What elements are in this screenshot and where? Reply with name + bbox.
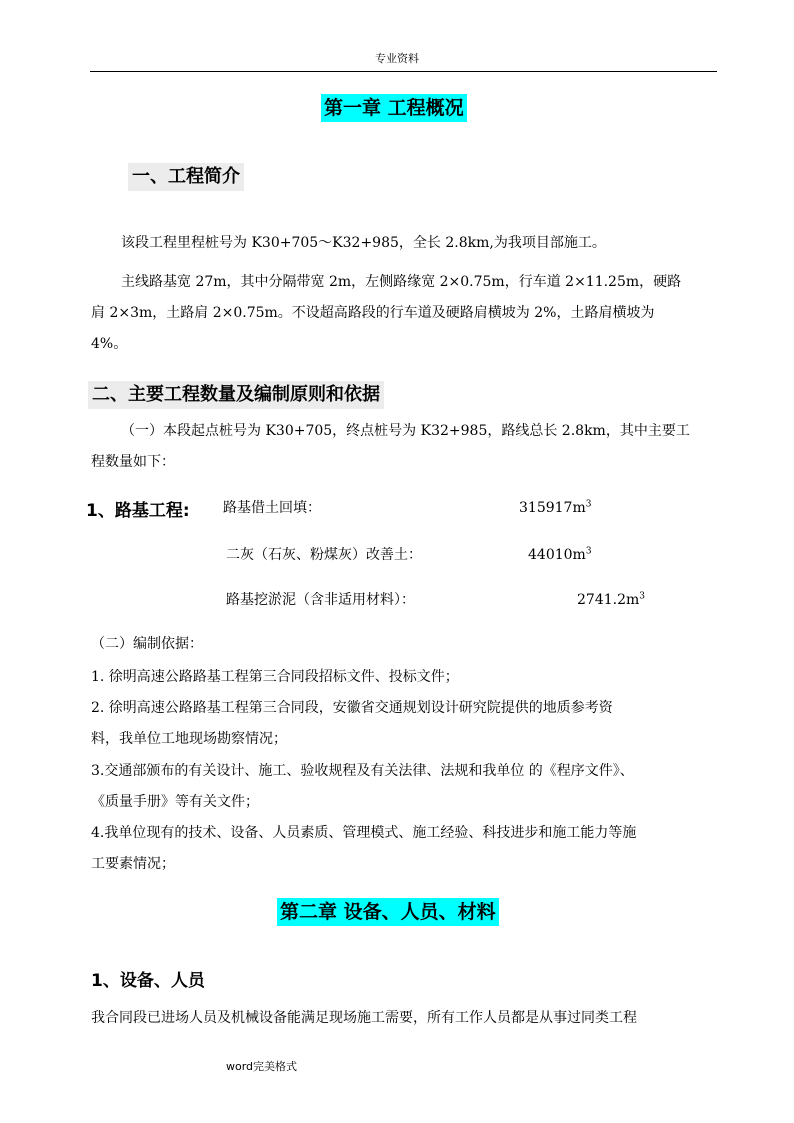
basis-item-3-line-2: 《质量手册》等有关文件； [91, 794, 259, 810]
section-2-heading: 二、主要工程数量及编制原则和依据 [88, 381, 384, 409]
basis-item-3-line-1: 3.交通部颁布的有关设计、施工、验收规程及有关法律、法规和我单位 的《程序文件》、 [91, 763, 634, 779]
basis-heading: （二）编制依据： [91, 636, 203, 652]
section-2-intro-line-2: 程数量如下： [91, 454, 175, 470]
section-2-intro-line-1: （一）本段起点桩号为 K30+705，终点桩号为 K32+985，路线总长 2.8km，其中主要工 [121, 423, 690, 439]
subgrade-item-name: 路基挖淤泥（含非适用材料）： [226, 592, 415, 608]
section-1-paragraph-2-line-2: 肩 2×3m，土路肩 2×0.75m。不设超高路段的行车道及硬路肩横坡为 2%，土路肩横坡为 [91, 305, 655, 321]
page-header: 专业资料 [375, 52, 419, 65]
page-footer: word完美格式 [226, 1060, 298, 1073]
section-1-paragraph-1: 该段工程里程桩号为 K30+705～K32+985，全长 2.8km,为我项目部施工。 [121, 235, 606, 251]
subgrade-item-value: $2741.2m^3$ [577, 591, 645, 608]
subgrade-label: 1、路基工程: [86, 501, 190, 521]
chapter-2-subheading: 1、设备、人员 [91, 971, 205, 991]
basis-item-4-line-2: 工要素情况； [91, 856, 175, 872]
chapter-2-paragraph-1: 我合同段已进场人员及机械设备能满足现场施工需要，所有工作人员都是从事过同类工程 [91, 1010, 637, 1026]
section-1-paragraph-2-line-1: 主线路基宽 27m，其中分隔带宽 2m，左侧路缘宽 2×0.75m，行车道 2×11.25m，硬路 [121, 274, 682, 290]
basis-item-2-line-1: 2. 徐明高速公路路基工程第三合同段，安徽省交通规划设计研究院提供的地质参考资 [91, 700, 613, 716]
subgrade-item-value: $315917m^3$ [519, 499, 592, 516]
basis-item-2-line-2: 料，我单位工地现场勘察情况； [91, 731, 287, 747]
subgrade-item-name: 二灰（石灰、粉煤灰）改善土： [226, 547, 422, 563]
section-1-paragraph-2-line-3: 4%。 [91, 336, 128, 352]
section-1-heading: 一、工程简介 [128, 163, 244, 191]
basis-item-1: 1. 徐明高速公路路基工程第三合同段招标文件、投标文件； [91, 669, 459, 685]
chapter-1-title: 第一章 工程概况 [321, 94, 467, 122]
subgrade-item-name: 路基借土回填： [223, 500, 321, 516]
header-rule [90, 71, 717, 72]
subgrade-item-value: $44010m^3$ [528, 546, 592, 563]
basis-item-4-line-1: 4.我单位现有的技术、设备、人员素质、管理模式、施工经验、科技进步和施工能力等施 [91, 825, 637, 841]
chapter-2-title: 第二章 设备、人员、材料 [277, 898, 499, 926]
